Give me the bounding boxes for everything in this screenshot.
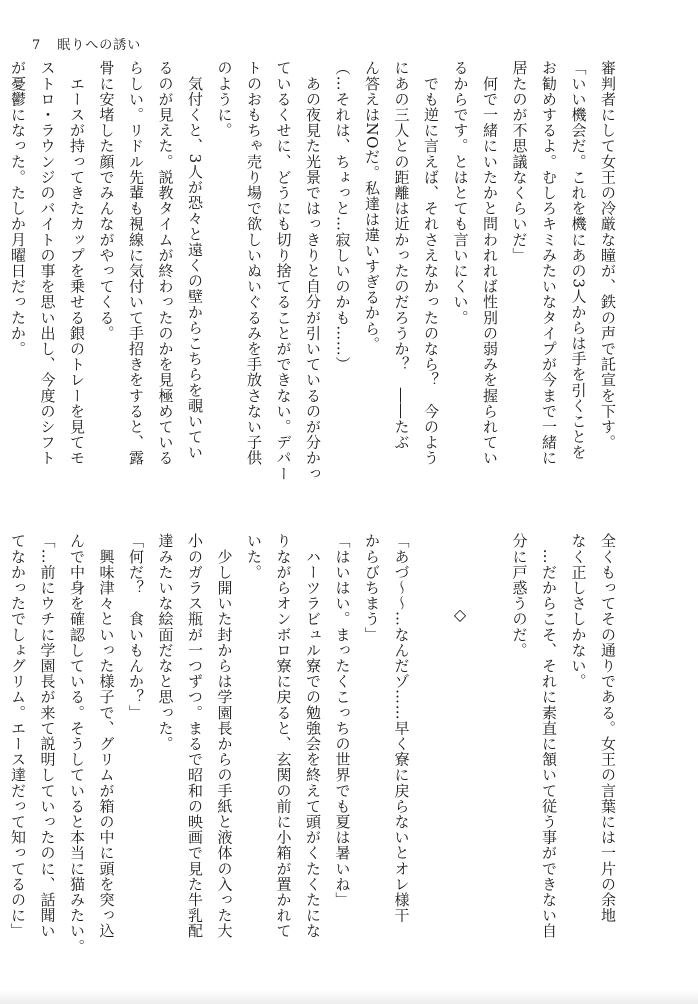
text-line: 「何だ？ 食いもんか？」 [127, 533, 145, 721]
running-head [32, 34, 141, 53]
text-line: 「いい機会だ。これを機にあの3人からは手を引くことを [569, 60, 588, 461]
text-line: るからです。とはとても言いにくい。 [451, 60, 470, 326]
text-line: 「あづ〜〜…なんだゾ……早く寮に戻らないとオレ様干 [392, 533, 411, 923]
text-line: ているくせに、どうにも切り捨てることができない。デパー [274, 60, 293, 482]
text-line: （…それは、ちょっと…寂しいのかも……） [333, 60, 352, 372]
text-line: らしい。リドル先輩も視線に気付いて手招きをすると、露 [127, 60, 145, 466]
text-line: 少し開いた封からは学園長からの手紙と液体の入った大 [215, 533, 234, 939]
text-line: ストロ・ラウンジのバイトの事を思い出し、今度のシフト [38, 60, 57, 466]
page-number: 7 [32, 38, 42, 53]
text-line: のように。 [215, 60, 234, 138]
text-line: が憂鬱になった。たしか月曜日だったか。 [9, 60, 27, 357]
text-line: でも逆に言えば、それさえなかったのなら？ 今のよう [422, 60, 440, 466]
text-line: にあの三人との距離は近かったのだろうか？ ――たぶ [392, 60, 411, 450]
text-line: 居たのが不思議なくらいだ」 [510, 60, 529, 263]
text-line [0, 533, 3, 948]
text-line: 小のガラス瓶が一つずつ。まるで昭和の映画で見た牛乳配 [186, 533, 204, 939]
text-line: 気付くと、3人が恐々と遠くの壁からこちらを覗いてい [186, 60, 204, 461]
text-line: 達みたいな絵面だなと思った。 [156, 533, 175, 752]
text-line: 興味津々といった様子で、グリムが箱の中に頭を突っ込 [97, 533, 116, 939]
text-line: お勧めするよ。むしろキミみたいなタイプが今まで一緒に [540, 60, 558, 466]
text-line: なく正しさしかない。 [569, 533, 588, 689]
text-line: ん答えはNOだ。私達は違いすぎるから。 [363, 60, 381, 352]
text-line: るのが見えた。説教タイムが終わったのかを見極めている [156, 60, 175, 466]
text-line: 全くもってその通りである。女王の言葉には一片の余地 [599, 533, 617, 923]
text-line: …だからこそ、それに素直に頷いて従う事ができない自 [540, 533, 558, 939]
text-line: いた。 [245, 533, 263, 580]
blank-line [475, 533, 505, 948]
text-line: んで中身を確認している。そうしていると本当に猫みたい。 [68, 533, 86, 955]
text-line [0, 60, 3, 460]
text-line: 骨に安堵した顔でみんながやってくる。 [97, 60, 116, 341]
text-line: 「はいはい。まったくこっちの世界でも夏は暑いね」 [333, 533, 352, 908]
text-line: ハーツラビュル寮での勉強会を終えて頭がくたくたにな [304, 533, 322, 939]
blank-line [416, 533, 446, 948]
text-line: りながらオンボロ寮に戻ると、玄関の前に小箱が置かれて [274, 533, 293, 939]
page-bottom-edge [0, 990, 698, 1004]
text-line: トのおもちゃ売り場で欲しいぬいぐるみを手放さない子供 [245, 60, 263, 466]
bottom-text-block [9, 533, 622, 955]
scene-break-diamond: ◇ [450, 605, 470, 625]
text-line: からびちまう」 [363, 533, 381, 643]
top-text-block [9, 60, 622, 482]
text-line: エースが持ってきたカップを乗せる銀のトレーを見てモ [68, 60, 86, 466]
text-line: 何で一緒にいたかと問われれば性別の弱みを握られてい [481, 60, 499, 466]
text-line: 「…前にウチに学園長が来て説明していったのに、話聞い [38, 533, 57, 939]
text-line: 分に戸惑うのだ。 [510, 533, 529, 658]
text-line: あの夜見た光景ではっきりと自分が引いているのが分かっ [304, 60, 322, 482]
text-line: てなかったでしょグリム。エース達だって知ってるのに」 [9, 533, 27, 939]
chapter-title: 眠りへの誘い [57, 38, 142, 53]
text-line: 審判者にして女王の冷厳な瞳が、鉄の声で託宣を下す。 [599, 60, 617, 450]
